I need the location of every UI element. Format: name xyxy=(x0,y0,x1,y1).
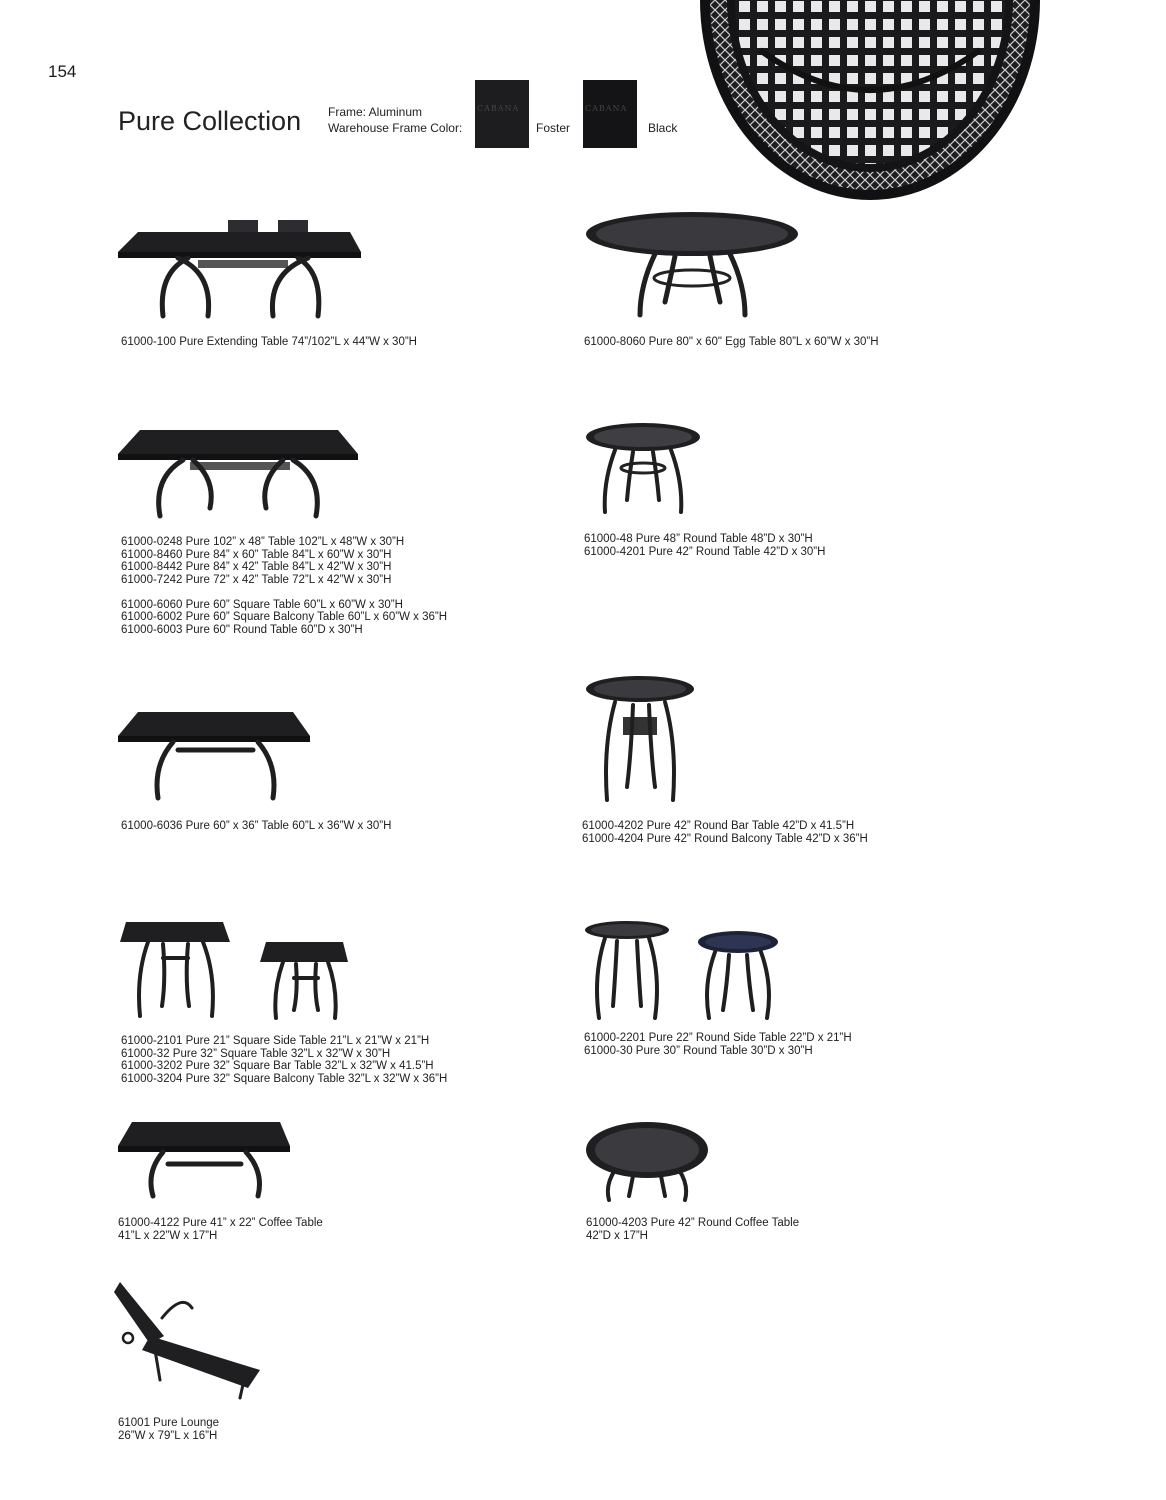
caption-line: 61000-3202 Pure 32” Square Bar Table 32”L x 32”W x 41.5”H xyxy=(121,1060,434,1072)
caption-line: 61001 Pure Lounge xyxy=(118,1417,220,1429)
product-caption xyxy=(121,536,447,636)
product-caption xyxy=(584,1032,852,1057)
round-table-image xyxy=(585,422,703,517)
caption-line: 61000-8460 Pure 84” x 60” Table 84”L x 60”W x 30”H xyxy=(121,548,392,561)
product-caption xyxy=(121,336,417,349)
swatch-brand-mark: CABANA xyxy=(477,104,520,113)
frame-material: Frame: Aluminum xyxy=(328,105,423,119)
caption-line: 61000-8060 Pure 80" x 60" Egg Table 80”L x 60”W x 30”H xyxy=(584,336,879,348)
extending-table-image xyxy=(118,218,363,320)
egg-table-image xyxy=(585,210,800,320)
rectangular-table-image xyxy=(118,428,363,520)
caption-line: 61000-4203 Pure 42” Round Coffee Table xyxy=(586,1217,800,1229)
caption-line: 41”L x 22”W x 17”H xyxy=(118,1229,218,1242)
swatch-brand-mark: CABANA xyxy=(585,104,628,113)
product-caption xyxy=(582,820,868,845)
square-side-tables-image xyxy=(118,920,353,1020)
round-tabletop-closeup-image xyxy=(700,0,1045,200)
caption-line: 26”W x 79”L x 16”H xyxy=(118,1429,218,1442)
caption-line: 61000-32 Pure 32” Square Table 32”L x 32”W x 30”H xyxy=(121,1047,391,1060)
caption-line: 61000-4204 Pure 42" Round Balcony Table 42”D x 36”H xyxy=(582,832,868,845)
bar-table-image xyxy=(585,675,700,805)
swatch-foster-label: Foster xyxy=(536,121,571,135)
warehouse-color-label: Warehouse Frame Color: xyxy=(328,121,463,135)
page-title: Pure Collection xyxy=(118,106,302,136)
caption-line: 61000-48 Pure 48” Round Table 48”D x 30”H xyxy=(584,533,813,545)
product-caption xyxy=(121,1035,447,1085)
product-caption xyxy=(121,820,391,833)
caption-line: 61000-3204 Pure 32" Square Balcony Table 32”L x 32”W x 36”H xyxy=(121,1072,448,1085)
table-60x36-image xyxy=(118,710,313,802)
caption-line: 61000-7242 Pure 72” x 42” Table 72”L x 42”W x 30”H xyxy=(121,573,392,586)
caption-line: 61000-4202 Pure 42” Round Bar Table 42”D x 41.5”H xyxy=(582,820,855,832)
product-caption xyxy=(584,533,825,558)
swatch-foster xyxy=(475,80,529,148)
caption-line: 61000-100 Pure Extending Table 74”/102”L x 44”W x 30”H xyxy=(121,336,417,348)
caption-line: 61000-6036 Pure 60” x 36” Table 60”L x 36”W x 30”H xyxy=(121,820,392,832)
round-side-tables-image xyxy=(585,920,783,1020)
caption-line: 61000-4122 Pure 41” x 22” Coffee Table xyxy=(118,1217,323,1229)
caption-line: 61000-8442 Pure 84” x 42” Table 84”L x 42”W x 30”H xyxy=(121,561,392,573)
product-caption xyxy=(584,336,879,349)
lounge-chair-image xyxy=(112,1278,262,1400)
round-coffee-table-image xyxy=(585,1120,713,1202)
coffee-table-image xyxy=(118,1120,293,1200)
caption-line: 42”D x 17”H xyxy=(586,1229,648,1242)
product-caption xyxy=(118,1417,219,1442)
swatch-black xyxy=(583,80,637,148)
caption-line: 61000-30 Pure 30” Round Table 30”D x 30”H xyxy=(584,1044,813,1057)
product-caption xyxy=(586,1217,799,1242)
swatch-black-label: Black xyxy=(648,121,678,135)
product-caption xyxy=(118,1217,323,1242)
caption-line: 61000-6060 Pure 60” Square Table 60”L x 60”W x 30”H xyxy=(121,598,403,611)
caption-line: 61000-2201 Pure 22” Round Side Table 22”D x 21”H xyxy=(584,1032,852,1044)
caption-line: 61000-2101 Pure 21” Square Side Table 21”L x 21”W x 21”H xyxy=(121,1035,430,1047)
page-number: 154 xyxy=(48,62,77,81)
caption-line: 61000-6002 Pure 60” Square Balcony Table 60”L x 60”W x 36”H xyxy=(121,611,448,623)
caption-line: 61000-0248 Pure 102” x 48” Table 102”L x 48”W x 30”H xyxy=(121,536,405,548)
caption-line: 61000-4201 Pure 42” Round Table 42”D x 30”H xyxy=(584,545,826,558)
caption-line: 61000-6003 Pure 60" Round Table 60”D x 30”H xyxy=(121,623,363,636)
